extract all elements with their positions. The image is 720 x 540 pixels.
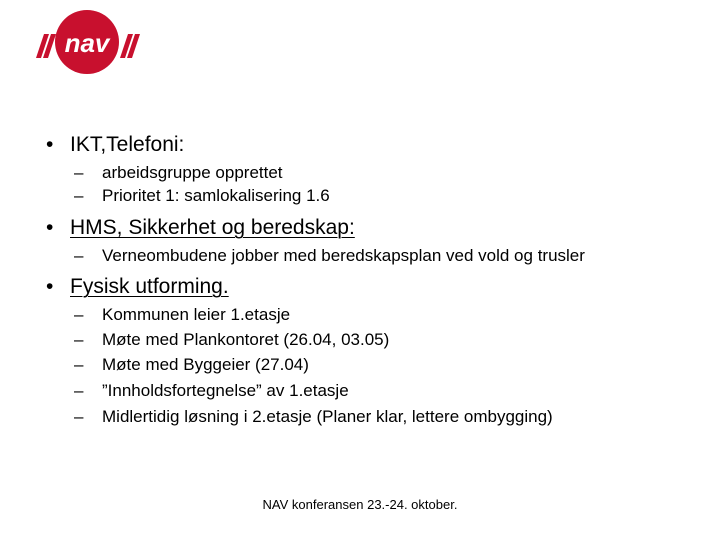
section-title: IKT,Telefoni: — [70, 133, 185, 156]
section-title: HMS, Sikkerhet og beredskap: — [70, 216, 355, 239]
list-item — [74, 162, 283, 184]
list-item-text: Møte med Plankontoret (26.04, 03.05) — [102, 330, 390, 349]
list-item-text: Møte med Byggeier (27.04) — [102, 355, 309, 374]
list-item — [74, 245, 585, 267]
section-title: Fysisk utforming. — [70, 275, 229, 298]
bullet-icon: • — [46, 275, 54, 298]
dash-icon: – — [74, 186, 84, 205]
dash-icon: – — [74, 246, 84, 265]
section-hms — [46, 215, 355, 241]
dash-icon: – — [74, 305, 84, 324]
dash-icon: – — [74, 407, 84, 426]
list-item — [74, 185, 330, 207]
list-item — [74, 304, 290, 326]
list-item — [74, 380, 349, 402]
section-fysisk — [46, 274, 229, 300]
list-item-text: Midlertidig løsning i 2.etasje (Planer klar, lettere ombygging) — [102, 407, 553, 426]
list-item — [74, 406, 553, 428]
dash-icon: – — [74, 330, 84, 349]
svg-text:nav: nav — [64, 28, 110, 58]
section-ikt — [46, 132, 184, 158]
list-item-text: Kommunen leier 1.etasje — [102, 305, 291, 324]
list-item-text: Prioritet 1: samlokalisering 1.6 — [102, 186, 330, 205]
list-item — [74, 329, 389, 351]
slide-footer: NAV konferansen 23.-24. oktober. — [262, 497, 458, 512]
dash-icon: – — [74, 163, 84, 182]
list-item-text: arbeidsgruppe opprettet — [102, 163, 283, 182]
dash-icon: – — [74, 381, 84, 400]
list-item — [74, 354, 309, 376]
bullet-icon: • — [46, 133, 54, 156]
list-item-text: Verneombudene jobber med beredskapsplan ved vold og trusler — [102, 246, 585, 265]
list-item-text: ”Innholdsfortegnelse” av 1.etasje — [102, 381, 349, 400]
dash-icon: – — [74, 355, 84, 374]
bullet-icon: • — [46, 216, 54, 239]
